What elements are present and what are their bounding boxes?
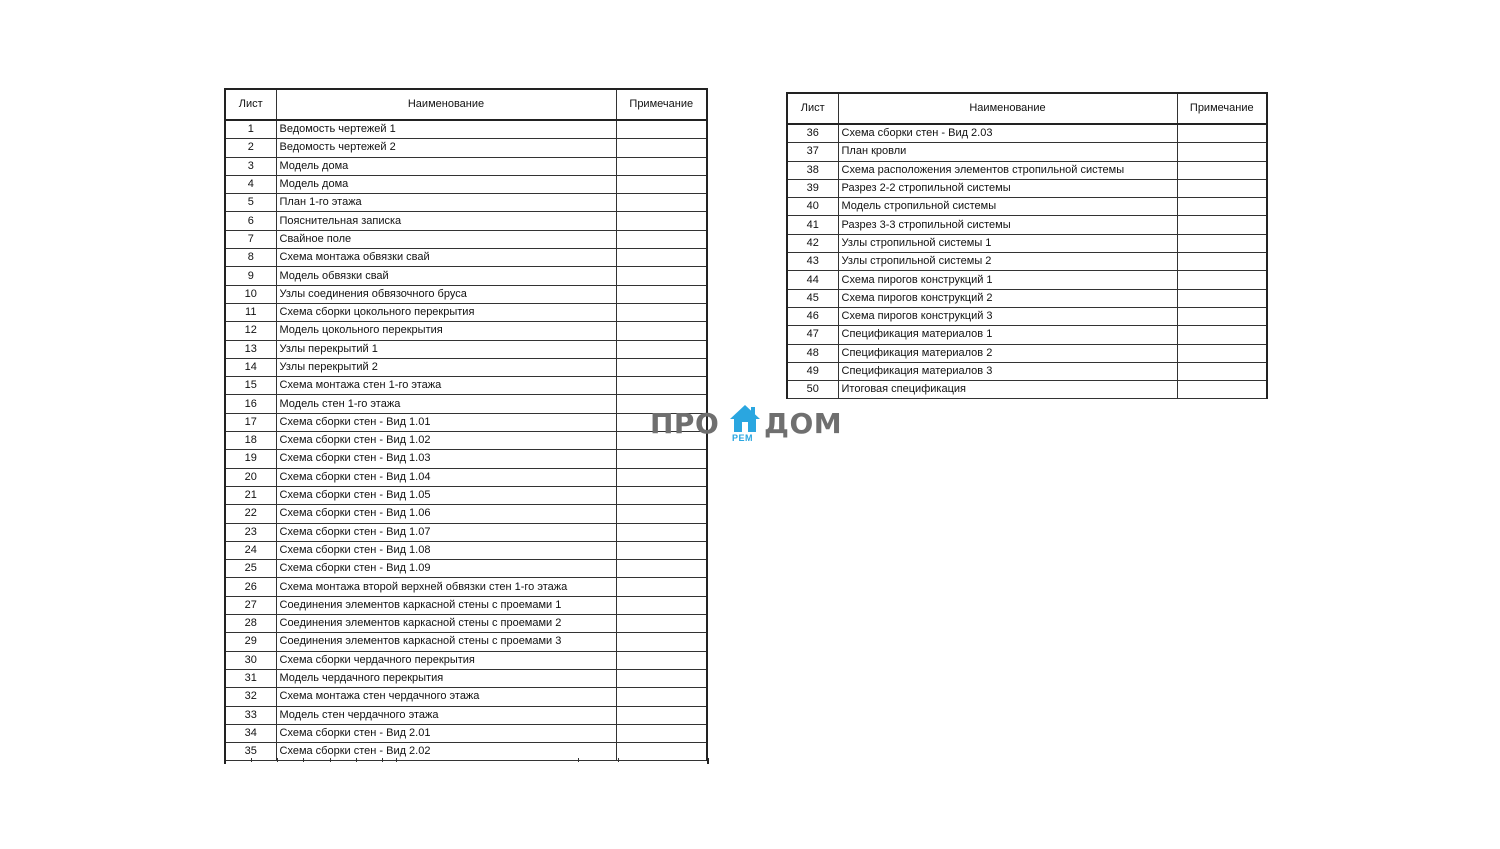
sheet-note-cell	[1177, 179, 1267, 197]
table-header-row	[225, 89, 707, 120]
sheet-note-cell	[616, 523, 707, 541]
table-row	[787, 216, 1267, 234]
table-cut-edge	[224, 758, 709, 764]
sheet-note-cell	[616, 505, 707, 523]
sheet-note-cell	[616, 322, 707, 340]
sheet-number-cell: 6	[225, 212, 276, 230]
table-row	[225, 358, 707, 376]
sheet-name-cell: Схема монтажа стен 1-го этажа	[276, 377, 616, 395]
sheet-note-cell	[616, 285, 707, 303]
sheet-number-cell: 9	[225, 267, 276, 285]
table-row	[225, 596, 707, 614]
table-row	[787, 179, 1267, 197]
sheet-note-cell	[616, 615, 707, 633]
sheet-name-cell: Схема сборки стен - Вид 1.07	[276, 523, 616, 541]
sheet-name-cell: Схема сборки чердачного перекрытия	[276, 651, 616, 669]
header-note: Примечание	[616, 89, 707, 120]
sheet-number-cell: 27	[225, 596, 276, 614]
table-body-left	[225, 120, 707, 761]
sheet-name-cell: Спецификация материалов 3	[838, 362, 1177, 380]
logo-sub-word: РЕМ	[732, 433, 754, 443]
sheet-number-cell: 17	[225, 413, 276, 431]
sheet-note-cell	[1177, 143, 1267, 161]
header-sheet: Лист	[225, 89, 276, 120]
sheet-number-cell: 47	[787, 326, 838, 344]
table-row	[225, 523, 707, 541]
sheet-note-cell	[1177, 234, 1267, 252]
sheet-number-cell: 48	[787, 344, 838, 362]
sheet-number-cell: 14	[225, 358, 276, 376]
sheet-number-cell: 13	[225, 340, 276, 358]
sheet-name-cell: Модель стен 1-го этажа	[276, 395, 616, 413]
sheet-number-cell: 46	[787, 307, 838, 325]
sheet-name-cell: Схема сборки стен - Вид 2.01	[276, 724, 616, 742]
sheet-note-cell	[1177, 381, 1267, 399]
sheet-note-cell	[616, 669, 707, 687]
sheet-number-cell: 35	[225, 743, 276, 761]
header-sheet: Лист	[787, 93, 838, 124]
sheet-note-cell	[1177, 289, 1267, 307]
sheet-note-cell	[616, 541, 707, 559]
sheet-note-cell	[616, 139, 707, 157]
sheet-name-cell: Разрез 2-2 стропильной системы	[838, 179, 1177, 197]
sheet-note-cell	[1177, 271, 1267, 289]
table-row	[787, 307, 1267, 325]
sheet-name-cell: Схема сборки стен - Вид 1.01	[276, 413, 616, 431]
sheet-number-cell: 30	[225, 651, 276, 669]
sheet-number-cell: 7	[225, 230, 276, 248]
sheet-number-cell: 23	[225, 523, 276, 541]
table-row	[225, 267, 707, 285]
sheet-note-cell	[616, 596, 707, 614]
sheet-note-cell	[616, 706, 707, 724]
table-row	[225, 285, 707, 303]
table-row	[225, 120, 707, 139]
sheet-number-cell: 19	[225, 450, 276, 468]
table-row	[787, 344, 1267, 362]
header-name: Наименование	[276, 89, 616, 120]
sheet-note-cell	[1177, 253, 1267, 271]
sheet-number-cell: 26	[225, 578, 276, 596]
sheet-note-cell	[616, 303, 707, 321]
sheet-name-cell: Узлы перекрытий 2	[276, 358, 616, 376]
sheet-name-cell: План кровли	[838, 143, 1177, 161]
sheet-number-cell: 24	[225, 541, 276, 559]
sheet-number-cell: 36	[787, 124, 838, 143]
sheet-name-cell: Соединения элементов каркасной стены с проемами 2	[276, 615, 616, 633]
table-row	[225, 651, 707, 669]
sheet-name-cell: Спецификация материалов 2	[838, 344, 1177, 362]
table-row	[225, 724, 707, 742]
sheet-number-cell: 43	[787, 253, 838, 271]
sheet-name-cell: Схема монтажа второй верхней обвязки стен 1-го этажа	[276, 578, 616, 596]
sheet-number-cell: 39	[787, 179, 838, 197]
table-row	[787, 362, 1267, 380]
sheet-number-cell: 31	[225, 669, 276, 687]
sheet-number-cell: 2	[225, 139, 276, 157]
sheet-note-cell	[616, 688, 707, 706]
table-header-row	[787, 93, 1267, 124]
sheet-name-cell: Ведомость чертежей 2	[276, 139, 616, 157]
sheet-number-cell: 42	[787, 234, 838, 252]
table-row	[787, 124, 1267, 143]
sheet-name-cell: Модель дома	[276, 175, 616, 193]
sheet-number-cell: 41	[787, 216, 838, 234]
sheet-name-cell: Схема пирогов конструкций 1	[838, 271, 1177, 289]
sheet-number-cell: 38	[787, 161, 838, 179]
table-row	[787, 253, 1267, 271]
sheet-name-cell: Схема сборки стен - Вид 2.03	[838, 124, 1177, 143]
sheet-name-cell: Спецификация материалов 1	[838, 326, 1177, 344]
sheet-name-cell: Итоговая спецификация	[838, 381, 1177, 399]
sheet-name-cell: Модель обвязки свай	[276, 267, 616, 285]
sheet-note-cell	[1177, 216, 1267, 234]
sheet-number-cell: 29	[225, 633, 276, 651]
table-row	[225, 340, 707, 358]
sheet-number-cell: 22	[225, 505, 276, 523]
table-row	[225, 194, 707, 212]
sheet-name-cell: Узлы стропильной системы 2	[838, 253, 1177, 271]
logo-word-left: ПРО	[650, 407, 720, 440]
sheet-number-cell: 44	[787, 271, 838, 289]
sheet-name-cell: Соединения элементов каркасной стены с проемами 1	[276, 596, 616, 614]
table-row	[225, 706, 707, 724]
table-row	[225, 413, 707, 431]
sheet-note-cell	[1177, 198, 1267, 216]
sheet-number-cell: 34	[225, 724, 276, 742]
sheet-number-cell: 49	[787, 362, 838, 380]
sheet-note-cell	[616, 120, 707, 139]
sheet-number-cell: 40	[787, 198, 838, 216]
sheet-name-cell: План 1-го этажа	[276, 194, 616, 212]
sheet-name-cell: Модель стропильной системы	[838, 198, 1177, 216]
sheet-note-cell	[616, 175, 707, 193]
table-row	[225, 432, 707, 450]
table-row	[787, 143, 1267, 161]
sheet-note-cell	[616, 468, 707, 486]
sheet-name-cell: Модель чердачного перекрытия	[276, 669, 616, 687]
sheet-name-cell: Разрез 3-3 стропильной системы	[838, 216, 1177, 234]
sheet-note-cell	[616, 450, 707, 468]
sheet-name-cell: Схема сборки стен - Вид 1.03	[276, 450, 616, 468]
table-row	[225, 688, 707, 706]
sheet-number-cell: 12	[225, 322, 276, 340]
table-row	[225, 486, 707, 504]
sheet-name-cell: Узлы перекрытий 1	[276, 340, 616, 358]
sheet-note-cell	[616, 157, 707, 175]
table-row	[787, 326, 1267, 344]
table-row	[225, 157, 707, 175]
sheet-number-cell: 3	[225, 157, 276, 175]
drawings-table-left	[224, 88, 708, 761]
sheet-note-cell	[616, 633, 707, 651]
watermark-logo	[650, 404, 850, 448]
sheet-number-cell: 32	[225, 688, 276, 706]
sheet-number-cell: 11	[225, 303, 276, 321]
sheet-name-cell: Свайное поле	[276, 230, 616, 248]
sheet-name-cell: Схема сборки стен - Вид 1.02	[276, 432, 616, 450]
sheet-note-cell	[1177, 344, 1267, 362]
sheet-number-cell: 15	[225, 377, 276, 395]
sheet-name-cell: Узлы стропильной системы 1	[838, 234, 1177, 252]
table-row	[225, 377, 707, 395]
table-row	[225, 615, 707, 633]
sheet-name-cell: Соединения элементов каркасной стены с проемами 3	[276, 633, 616, 651]
sheet-name-cell: Схема монтажа стен чердачного этажа	[276, 688, 616, 706]
sheet-note-cell	[616, 340, 707, 358]
table-row	[225, 560, 707, 578]
sheet-name-cell: Схема сборки стен - Вид 1.08	[276, 541, 616, 559]
sheet-note-cell	[616, 194, 707, 212]
sheet-number-cell: 37	[787, 143, 838, 161]
table-row	[787, 234, 1267, 252]
table-row	[225, 669, 707, 687]
sheet-note-cell	[616, 486, 707, 504]
sheet-name-cell: Схема сборки стен - Вид 1.04	[276, 468, 616, 486]
drawings-table-right	[786, 92, 1268, 399]
logo-word-right: ДОМ	[764, 407, 843, 440]
table-row	[787, 198, 1267, 216]
sheet-name-cell: Схема сборки стен - Вид 2.02	[276, 743, 616, 761]
sheet-number-cell: 16	[225, 395, 276, 413]
sheet-note-cell	[616, 212, 707, 230]
sheet-name-cell: Схема сборки стен - Вид 1.05	[276, 486, 616, 504]
sheet-number-cell: 1	[225, 120, 276, 139]
sheet-name-cell: Схема пирогов конструкций 2	[838, 289, 1177, 307]
table-row	[225, 505, 707, 523]
sheet-number-cell: 45	[787, 289, 838, 307]
table-row	[225, 322, 707, 340]
table-row	[225, 303, 707, 321]
sheet-note-cell	[616, 724, 707, 742]
sheet-number-cell: 21	[225, 486, 276, 504]
table-row	[225, 450, 707, 468]
sheet-note-cell	[616, 249, 707, 267]
table-row	[787, 381, 1267, 399]
header-name: Наименование	[838, 93, 1177, 124]
sheet-note-cell	[616, 578, 707, 596]
house-icon	[729, 404, 761, 434]
sheet-name-cell: Схема сборки цокольного перекрытия	[276, 303, 616, 321]
table-row	[787, 161, 1267, 179]
table-row	[225, 541, 707, 559]
sheet-name-cell: Модель цокольного перекрытия	[276, 322, 616, 340]
sheet-name-cell: Схема пирогов конструкций 3	[838, 307, 1177, 325]
sheet-number-cell: 25	[225, 560, 276, 578]
sheet-name-cell: Схема расположения элементов стропильной системы	[838, 161, 1177, 179]
sheet-name-cell: Схема сборки стен - Вид 1.09	[276, 560, 616, 578]
sheet-name-cell: Схема монтажа обвязки свай	[276, 249, 616, 267]
sheet-note-cell	[616, 560, 707, 578]
table-row	[225, 230, 707, 248]
sheet-number-cell: 28	[225, 615, 276, 633]
header-note: Примечание	[1177, 93, 1267, 124]
sheet-note-cell	[616, 651, 707, 669]
sheet-name-cell: Модель дома	[276, 157, 616, 175]
sheet-note-cell	[616, 267, 707, 285]
sheet-note-cell	[616, 230, 707, 248]
table-row	[787, 271, 1267, 289]
sheet-note-cell	[1177, 326, 1267, 344]
sheet-number-cell: 20	[225, 468, 276, 486]
sheet-note-cell	[616, 358, 707, 376]
sheet-number-cell: 18	[225, 432, 276, 450]
table-row	[225, 175, 707, 193]
table-row	[225, 212, 707, 230]
table-row	[787, 289, 1267, 307]
table-row	[225, 139, 707, 157]
table-row	[225, 633, 707, 651]
sheet-number-cell: 33	[225, 706, 276, 724]
sheet-number-cell: 5	[225, 194, 276, 212]
sheet-number-cell: 4	[225, 175, 276, 193]
sheet-name-cell: Узлы соединения обвязочного бруса	[276, 285, 616, 303]
table-body-right	[787, 124, 1267, 399]
sheet-note-cell	[1177, 362, 1267, 380]
sheet-note-cell	[1177, 307, 1267, 325]
sheet-number-cell: 50	[787, 381, 838, 399]
sheet-number-cell: 10	[225, 285, 276, 303]
sheet-note-cell	[1177, 161, 1267, 179]
sheet-name-cell: Схема сборки стен - Вид 1.06	[276, 505, 616, 523]
table-row	[225, 578, 707, 596]
sheet-number-cell: 8	[225, 249, 276, 267]
sheet-name-cell: Пояснительная записка	[276, 212, 616, 230]
table-row	[225, 395, 707, 413]
sheet-note-cell	[616, 377, 707, 395]
sheet-note-cell	[1177, 124, 1267, 143]
sheet-name-cell: Ведомость чертежей 1	[276, 120, 616, 139]
sheet-name-cell: Модель стен чердачного этажа	[276, 706, 616, 724]
table-row	[225, 468, 707, 486]
table-row	[225, 249, 707, 267]
